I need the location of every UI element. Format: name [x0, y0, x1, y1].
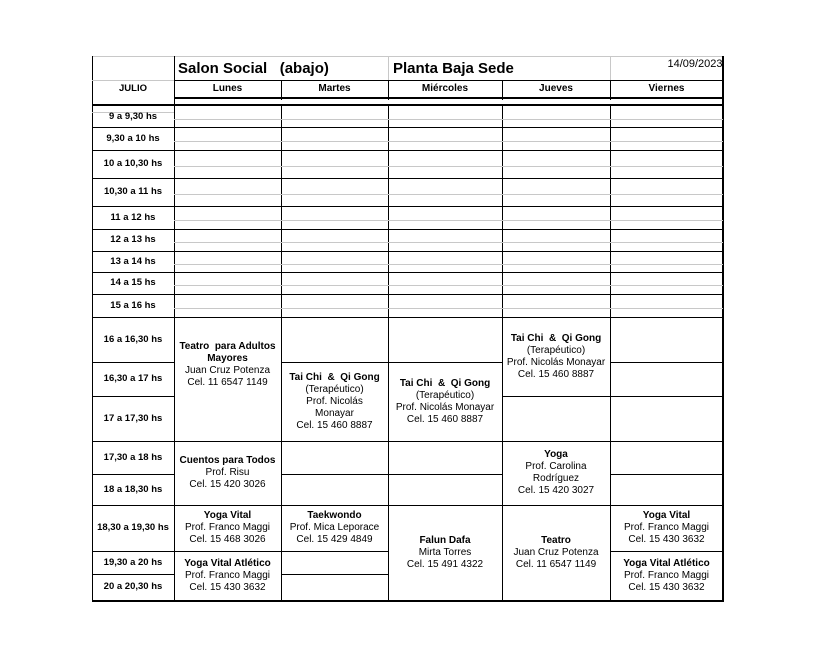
time-label	[92, 441, 174, 474]
event-yoga-vital-atletico-lunes	[174, 551, 281, 600]
grid-line	[174, 97, 723, 99]
grid-line	[92, 104, 724, 106]
grid-line	[388, 251, 502, 252]
time-label-text: 9,30 a 10 hs	[106, 132, 160, 144]
grid-line-faint	[174, 220, 723, 221]
grid-line	[281, 229, 388, 230]
grid-line-faint	[174, 166, 723, 167]
event-detail: (Terapéutico)	[305, 383, 364, 395]
day-header-text: Jueves	[539, 83, 573, 94]
grid-line	[610, 127, 723, 128]
day-header-0	[174, 81, 281, 97]
grid-line	[610, 317, 723, 318]
grid-line-faint	[92, 56, 723, 57]
grid-line	[610, 229, 723, 230]
event-taekwondo	[281, 505, 388, 551]
grid-line	[388, 317, 502, 318]
grid-line	[174, 294, 281, 295]
location-title-text: Planta Baja Sede	[393, 60, 514, 77]
event-phone: Cel. 15 460 8887	[517, 368, 595, 380]
time-label	[92, 206, 174, 229]
event-title: Tai Chi & Qi Gong	[289, 371, 380, 383]
event-teatro-jueves	[502, 505, 610, 600]
event-title: Mayores	[207, 352, 248, 364]
grid-line	[502, 294, 610, 295]
event-detail: Prof. Carolina	[525, 461, 587, 472]
time-label-text: 16 a 16,30 hs	[103, 333, 163, 345]
grid-line	[502, 206, 610, 207]
event-title: Cuentos para Todos	[179, 455, 276, 466]
time-label	[92, 251, 174, 272]
grid-line	[174, 127, 281, 128]
time-label-text: 10,30 a 11 hs	[103, 186, 163, 198]
time-label	[92, 317, 174, 362]
month-text: JULIO	[119, 83, 147, 95]
event-detail: Prof. Risu	[205, 467, 250, 478]
event-phone: Cel. 15 491 4322	[406, 558, 484, 570]
event-phone: Cel. 15 460 8887	[406, 413, 484, 425]
event-phone: Cel. 15 430 3632	[189, 581, 266, 593]
time-label	[92, 362, 174, 396]
event-detail: Prof. Franco Maggi	[623, 569, 710, 581]
event-taichi-miercoles	[388, 362, 502, 441]
time-label-text: 13 a 14 hs	[110, 255, 156, 267]
event-yoga-vital-viernes	[610, 505, 723, 551]
event-detail: Prof. Nicolás	[306, 395, 363, 407]
event-yoga-jueves	[502, 441, 610, 505]
grid-line-faint	[174, 308, 723, 309]
day-header-text: Miércoles	[421, 83, 469, 94]
time-label	[92, 272, 174, 294]
grid-line	[610, 206, 723, 207]
event-yoga-vital-lunes	[174, 505, 281, 551]
grid-line	[281, 178, 388, 179]
event-taichi-jueves	[502, 317, 610, 396]
grid-line	[502, 127, 610, 128]
event-title: Yoga Vital	[203, 510, 252, 521]
event-taichi-martes	[281, 358, 388, 445]
time-label-text: 15 a 16 hs	[110, 299, 156, 311]
grid-line	[174, 206, 281, 207]
day-header-text: Viernes	[648, 83, 685, 94]
event-detail: Juan Cruz Potenza	[184, 364, 271, 376]
grid-line	[502, 251, 610, 252]
grid-line	[388, 150, 502, 151]
event-teatro-adultos-mayores	[174, 317, 281, 412]
event-title: Teatro	[541, 534, 571, 546]
grid-line	[610, 251, 723, 252]
grid-line	[610, 272, 723, 273]
time-label	[92, 106, 174, 127]
time-label	[92, 294, 174, 317]
grid-line	[502, 229, 610, 230]
event-detail: Monayar	[315, 407, 354, 419]
grid-line	[281, 474, 388, 475]
event-detail: Mirta Torres	[418, 546, 472, 558]
grid-line	[610, 474, 723, 475]
time-label-text: 11 a 12 hs	[110, 211, 156, 223]
time-label	[92, 396, 174, 441]
grid-line-faint	[174, 285, 723, 286]
time-label-text: 17 a 17,30 hs	[103, 412, 163, 424]
grid-line	[281, 317, 388, 318]
grid-line-faint	[388, 56, 389, 81]
grid-line	[388, 441, 502, 442]
event-title: Yoga	[544, 449, 568, 460]
grid-line	[388, 229, 502, 230]
grid-line-faint	[174, 264, 723, 265]
time-label-text: 12 a 13 hs	[110, 234, 156, 246]
grid-line-faint	[174, 194, 723, 195]
time-label-text: 14 a 15 hs	[110, 277, 156, 289]
grid-line	[281, 294, 388, 295]
event-detail: Juan Cruz Potenza	[513, 546, 599, 558]
day-header-1	[281, 81, 388, 97]
time-label	[92, 229, 174, 251]
event-phone: Cel. 15 430 3632	[628, 581, 705, 593]
grid-line	[174, 251, 281, 252]
event-cuentos-para-todos	[174, 441, 281, 505]
month-label	[92, 81, 174, 97]
room-title-text: Salon Social (abajo)	[178, 60, 329, 77]
time-label-text: 18,30 a 19,30 hs	[97, 522, 169, 534]
grid-line-faint	[174, 242, 723, 243]
grid-line	[388, 474, 502, 475]
time-label	[92, 574, 174, 600]
event-phone: Cel. 11 6547 1149	[187, 376, 268, 388]
event-detail: (Terapéutico)	[526, 344, 586, 356]
event-phone: Cel. 15 460 8887	[296, 419, 373, 431]
time-label-text: 19,30 a 20 hs	[103, 556, 163, 568]
grid-line	[281, 206, 388, 207]
grid-line	[610, 294, 723, 295]
time-label-text: 20 a 20,30 hs	[103, 581, 163, 593]
room-title	[178, 59, 383, 79]
event-falun-dafa	[388, 505, 502, 600]
event-title: Tai Chi & Qi Gong	[399, 377, 491, 389]
event-phone: Cel. 15 429 4849	[296, 534, 373, 545]
grid-line	[281, 574, 388, 575]
event-detail: Prof. Nicolás Monayar	[506, 356, 606, 368]
time-label	[92, 178, 174, 206]
grid-line	[388, 206, 502, 207]
day-header-4	[610, 81, 723, 97]
time-label-text: 10 a 10,30 hs	[103, 158, 163, 170]
event-phone: Cel. 15 468 3026	[189, 534, 266, 545]
grid-line	[610, 396, 723, 397]
grid-line	[502, 178, 610, 179]
event-title: Yoga Vital	[642, 510, 691, 521]
time-label	[92, 127, 174, 150]
event-detail: Prof. Franco Maggi	[184, 522, 271, 533]
grid-line	[502, 396, 610, 397]
day-header-text: Lunes	[212, 83, 243, 94]
grid-line	[610, 441, 723, 442]
time-label-text: 18 a 18,30 hs	[103, 483, 163, 495]
event-detail: Prof. Mica Leporace	[289, 522, 380, 533]
event-detail: Prof. Franco Maggi	[184, 569, 271, 581]
day-header-3	[502, 81, 610, 97]
event-detail: Rodríguez	[532, 473, 580, 484]
day-header-text: Martes	[318, 83, 351, 94]
time-label-text: 16,30 a 17 hs	[103, 373, 163, 385]
grid-line	[281, 127, 388, 128]
event-title: Teatro para Adultos	[179, 340, 276, 352]
event-phone: Cel. 11 6547 1149	[515, 558, 597, 570]
grid-line	[610, 178, 723, 179]
grid-line	[92, 600, 724, 602]
grid-line	[281, 272, 388, 273]
grid-line	[174, 178, 281, 179]
event-yoga-vital-atletico-viernes	[610, 551, 723, 600]
event-title: Yoga Vital Atlético	[623, 557, 710, 569]
grid-line	[388, 272, 502, 273]
time-label-text: 9 a 9,30 hs	[108, 110, 158, 122]
grid-line-faint	[610, 56, 611, 81]
time-label	[92, 551, 174, 574]
event-detail: Prof. Nicolás Monayar	[395, 401, 495, 413]
time-label	[92, 505, 174, 551]
time-label-text: 17,30 a 18 hs	[103, 451, 163, 463]
grid-line	[610, 362, 723, 363]
date-label	[640, 57, 750, 73]
event-detail: (Terapéutico)	[415, 389, 475, 401]
grid-line	[388, 178, 502, 179]
date-text: 14/09/2023	[667, 58, 723, 71]
grid-line	[281, 251, 388, 252]
event-phone: Cel. 15 420 3026	[189, 479, 266, 490]
event-title: Taekwondo	[307, 510, 362, 521]
grid-line	[388, 127, 502, 128]
grid-line-faint	[174, 119, 723, 120]
time-label	[92, 474, 174, 505]
grid-line	[502, 150, 610, 151]
event-title: Tai Chi & Qi Gong	[510, 332, 602, 344]
grid-line-faint	[174, 141, 723, 142]
grid-line	[174, 229, 281, 230]
event-title: Yoga Vital Atlético	[184, 557, 271, 569]
event-phone: Cel. 15 430 3632	[628, 534, 705, 545]
time-label	[92, 150, 174, 178]
grid-line	[174, 272, 281, 273]
event-detail: Prof. Franco Maggi	[623, 522, 710, 533]
grid-line	[388, 294, 502, 295]
grid-line	[502, 272, 610, 273]
location-title	[393, 59, 603, 79]
event-phone: Cel. 15 420 3027	[517, 485, 595, 496]
grid-line	[610, 150, 723, 151]
grid-line	[174, 150, 281, 151]
day-header-2	[388, 81, 502, 97]
grid-line	[281, 150, 388, 151]
event-title: Falun Dafa	[419, 534, 471, 546]
grid-line	[281, 551, 388, 552]
